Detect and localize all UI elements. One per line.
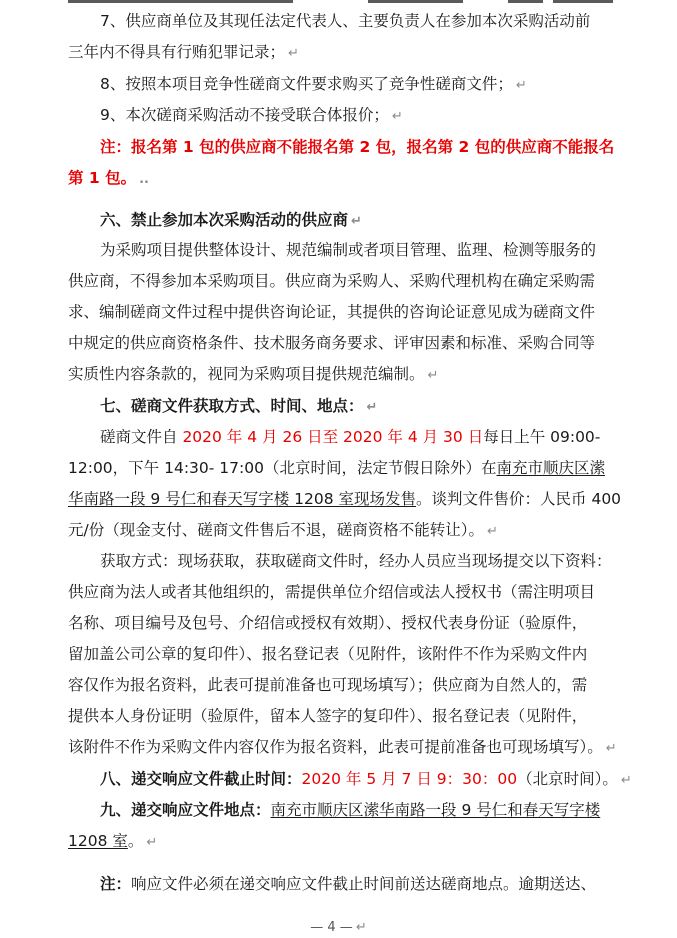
section-8-heading: 八、递交响应文件截止时间：	[100, 770, 302, 788]
submit-address-2: 1208 室	[68, 832, 128, 850]
page-number: — 4 — ↵	[310, 920, 367, 935]
item-7-text-2: 三年内不得具有行贿犯罪记录； ↵	[68, 43, 299, 61]
section-9-heading: 九、递交响应文件地点：	[100, 801, 271, 819]
submission-note-label: 注：	[100, 875, 132, 893]
sale-address-2: 华南路一段 9 号仁和春天写字楼 1208 室现场发售	[68, 490, 417, 508]
submit-address-1: 南充市顺庆区潆华南路一段 9 号仁和春天写字楼	[270, 801, 601, 819]
item-7-text-1: 7、供应商单位及其现任法定代表人、主要负责人在参加本次采购活动前	[100, 12, 591, 30]
header-rule	[68, 0, 613, 4]
deadline-time: 2020 年 5 月 7 日 9：30：00	[301, 770, 518, 788]
sale-period: 2020 年 4 月 26 日至 2020 年 4 月 30 日	[182, 428, 484, 446]
sale-address-1: 南充市顺庆区潆	[496, 459, 605, 477]
